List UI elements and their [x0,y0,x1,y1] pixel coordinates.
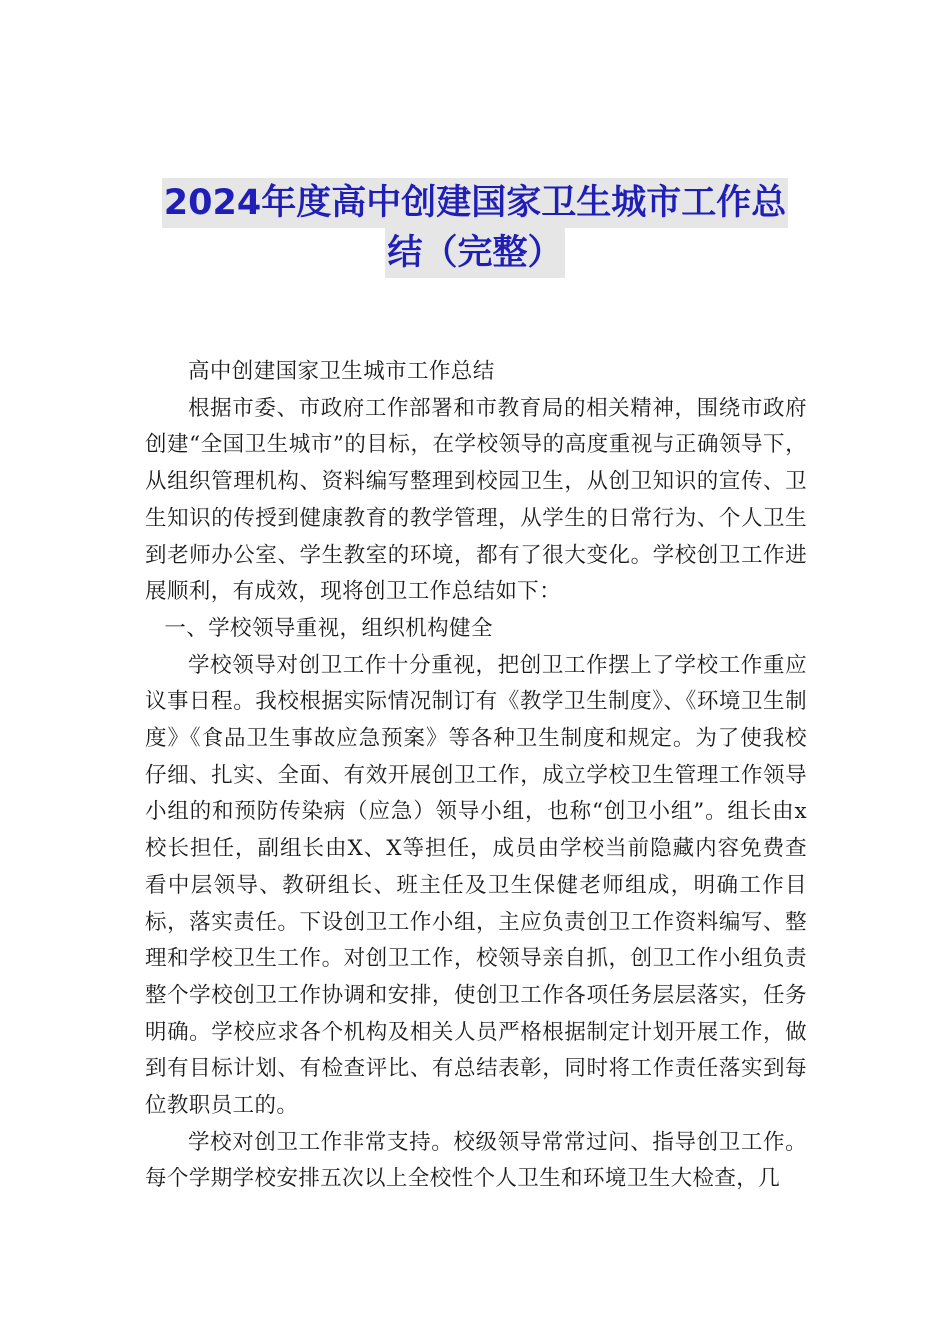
document-title [0,178,950,278]
title-line-2: 结（完整） [385,228,564,278]
title-line-1: 2024年度高中创建国家卫生城市工作总 [162,178,788,228]
section-1-paragraph-1: 学校领导对创卫工作十分重视，把创卫工作摆上了学校工作重应议事日程。我校根据实际情况制订有《教学卫生制度》、《环境卫生制度》《食品卫生事故应急预案》等各种卫生制度和规定。为了使我校仔细、扎实、全面、有效开展创卫工作，成立学校卫生管理工作领导小组的和预防传染病（应急）领导小组，也称“创卫小组”。组长由x校长担任，副组长由X、X等担任，成员由学校当前隐藏内容免费查看中层领导、教研组长、班主任及卫生保健老师组成，明确工作目标，落实责任。下设创卫工作小组，主应负责创卫工作资料编写、整理和学校卫生工作。对创卫工作，校领导亲自抓，创卫工作小组负责整个学校创卫工作协调和安排，使创卫工作各项任务层层落实，任务明确。学校应求各个机构及相关人员严格根据制定计划开展工作，做到有目标计划、有检查评比、有总结表彰，同时将工作责任落实到每位教职员工的。 [145,652,807,1119]
document-body [145,354,807,1198]
section-1-paragraph-2: 学校对创卫工作非常支持。校级领导常常过问、指导创卫工作。每个学期学校安排五次以上全校性个人卫生和环境卫生大检查，几 [145,1129,807,1192]
body-subtitle: 高中创建国家卫生城市工作总结 [188,359,495,384]
intro-paragraph: 根据市委、市政府工作部署和市教育局的相关精神，围绕市政府创建“全国卫生城市”的目标，在学校领导的高度重视与正确领导下，从组织管理机构、资料编写整理到校园卫生，从创卫知识的宣传、卫生知识的传授到健康教育的教学管理，从学生的日常行为、个人卫生到老师办公室、学生教室的环境，都有了很大变化。学校创卫工作进展顺利，有成效，现将创卫工作总结如下： [145,395,807,605]
section-heading-1: 一、学校领导重视，组织机构健全 [164,615,493,641]
